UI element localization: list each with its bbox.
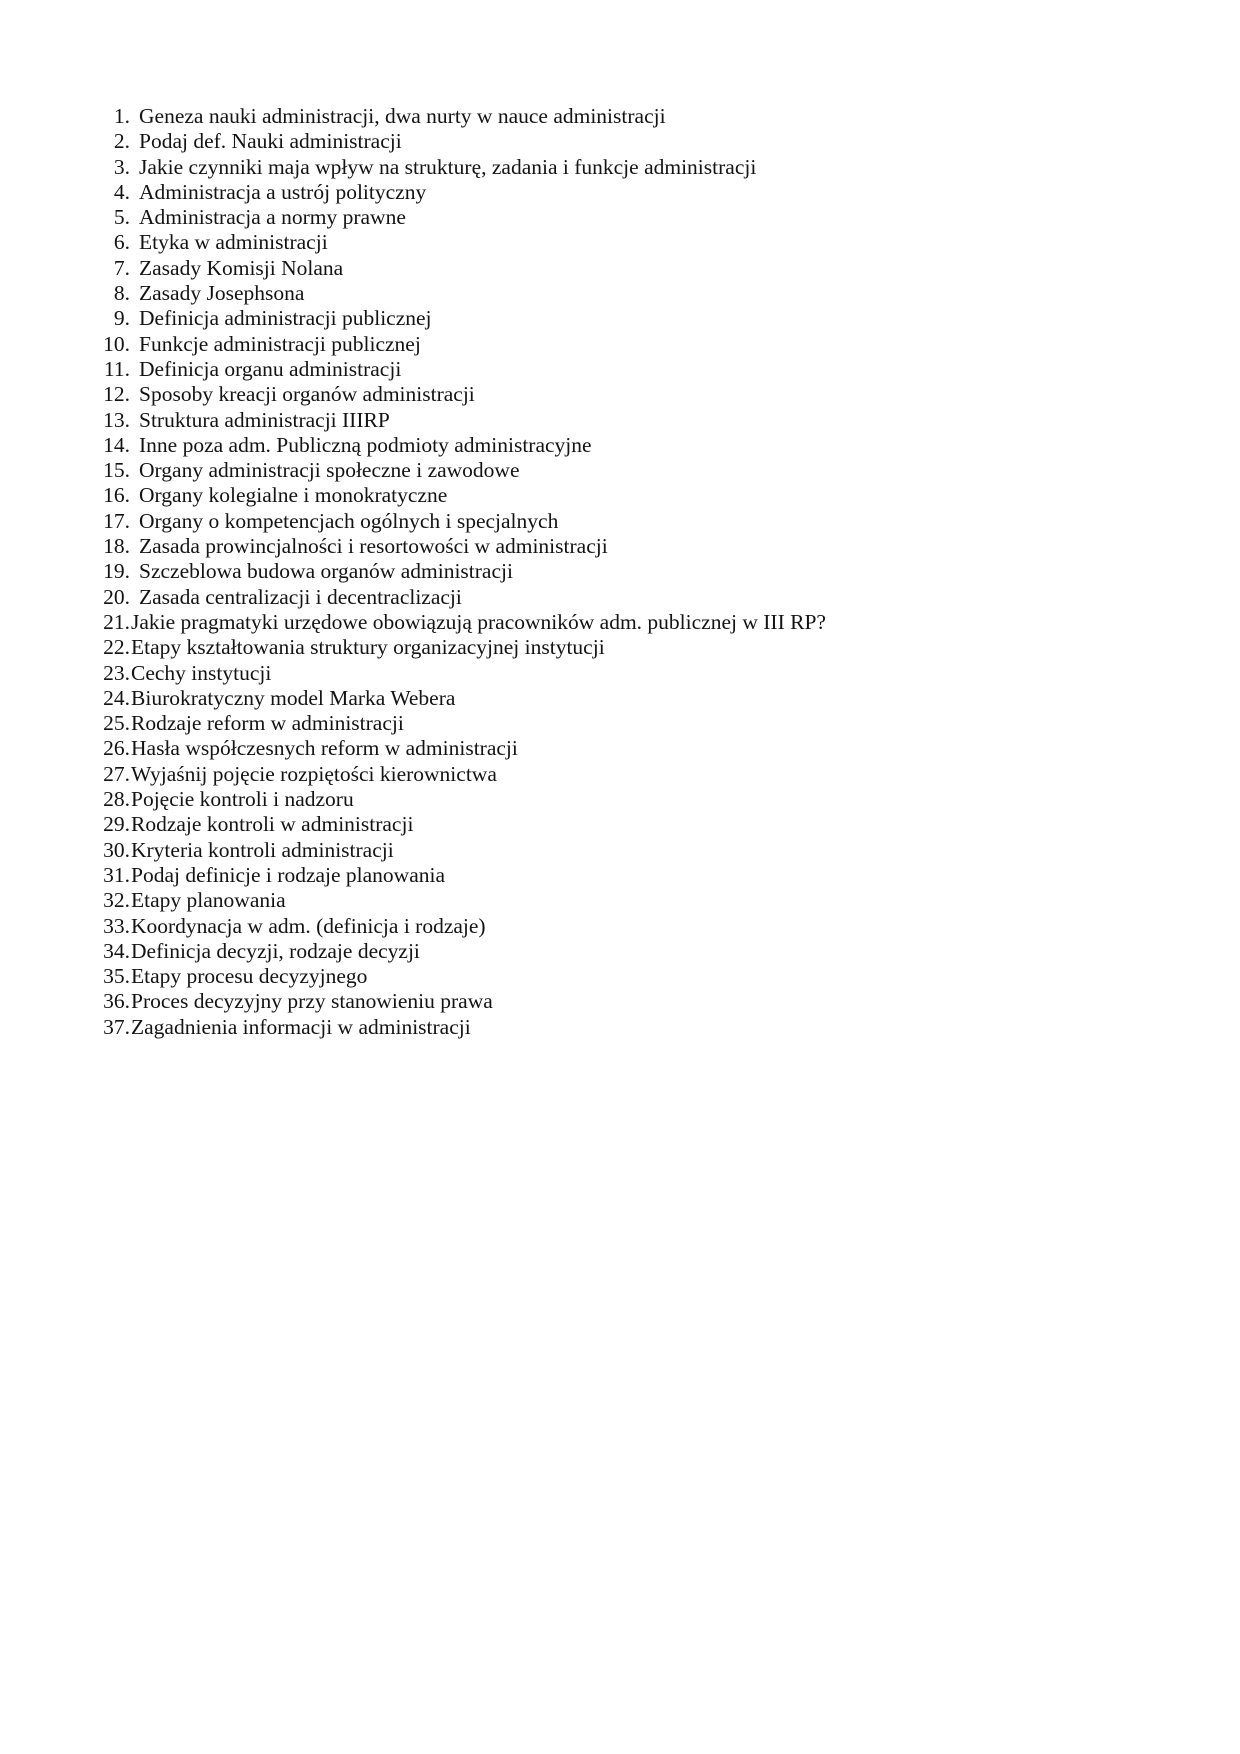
list-item	[98, 812, 1098, 837]
list-item	[98, 661, 1098, 686]
list-item	[98, 332, 1098, 357]
list-item	[98, 104, 1098, 129]
list-item	[98, 787, 1098, 812]
list-item-number: 18.	[103, 534, 130, 559]
list-item-text: Zasady Komisji Nolana	[139, 255, 344, 280]
list-item-number: 34.	[103, 938, 130, 963]
list-item-number: 35.	[103, 964, 130, 989]
list-item-number: 15.	[103, 458, 130, 483]
list-item-text: Kryteria kontroli administracji	[131, 837, 394, 862]
list-item-number: 25.	[103, 711, 130, 736]
list-item-number: 13.	[103, 407, 130, 432]
list-item-number: 22.	[103, 635, 130, 660]
list-item-number: 26.	[103, 736, 130, 761]
list-item-text: Pojęcie kontroli i nadzoru	[131, 787, 354, 812]
list-item-number: 27.	[103, 761, 130, 786]
list-item-number: 37.	[103, 1014, 130, 1039]
list-item-text: Organy kolegialne i monokratyczne	[139, 483, 448, 508]
list-item-text: Podaj definicje i rodzaje planowania	[131, 862, 446, 887]
list-item-number: 1.	[113, 104, 130, 128]
list-item-text: Struktura administracji IIIRP	[139, 407, 390, 432]
list-item-text: Sposoby kreacji organów administracji	[139, 382, 475, 407]
list-item-number: 23.	[103, 660, 130, 685]
list-item	[98, 686, 1098, 711]
list-item-text: Inne poza adm. Publiczną podmioty administracyjne	[139, 432, 592, 457]
list-item-number: 8.	[113, 281, 130, 306]
list-item-text: Jakie czynniki maja wpływ na strukturę, zadania i funkcje administracji	[139, 154, 757, 179]
list-item	[98, 585, 1098, 610]
list-item-number: 12.	[103, 382, 130, 407]
list-item-number: 3.	[113, 154, 130, 179]
list-item	[98, 914, 1098, 939]
list-item	[98, 863, 1098, 888]
list-item	[98, 989, 1098, 1014]
list-item	[98, 483, 1098, 508]
list-item-number: 29.	[103, 812, 130, 837]
list-item	[98, 433, 1098, 458]
list-item	[98, 180, 1098, 205]
list-item-text: Organy administracji społeczne i zawodowe	[139, 458, 520, 483]
list-item-number: 4.	[113, 179, 130, 204]
list-item	[98, 838, 1098, 863]
list-item	[98, 736, 1098, 761]
list-item-number: 31.	[103, 862, 130, 887]
list-item-number: 30.	[103, 837, 130, 862]
list-item-text: Definicja organu administracji	[139, 356, 402, 381]
list-item-number: 17.	[103, 508, 130, 533]
list-item-number: 19.	[103, 559, 130, 584]
list-item	[98, 939, 1098, 964]
list-item	[98, 256, 1098, 281]
list-item	[98, 509, 1098, 534]
list-item	[98, 129, 1098, 154]
list-item-text: Biurokratyczny model Marka Webera	[131, 685, 456, 710]
list-item-text: Szczeblowa budowa organów administracji	[139, 559, 513, 584]
list-item	[98, 888, 1098, 913]
list-item-text: Definicja administracji publicznej	[139, 306, 432, 331]
list-item-text: Zagadnienia informacji w administracji	[131, 1014, 471, 1039]
list-item-number: 36.	[103, 989, 130, 1014]
list-item-text: Rodzaje reform w administracji	[131, 711, 404, 736]
list-item-text: Administracja a ustrój polityczny	[139, 179, 427, 204]
list-item-text: Zasada prowincjalności i resortowości w administracji	[139, 534, 608, 559]
list-item	[98, 155, 1098, 180]
list-item	[98, 1015, 1098, 1040]
question-list	[98, 104, 1098, 1040]
list-item-text: Proces decyzyjny przy stanowieniu prawa	[131, 989, 493, 1014]
list-item	[98, 382, 1098, 407]
list-item-text: Hasła współczesnych reform w administracji	[131, 736, 518, 761]
list-item-number: 6.	[113, 230, 130, 255]
list-item-text: Organy o kompetencjach ogólnych i specjalnych	[139, 508, 559, 533]
list-item-text: Etapy procesu decyzyjnego	[131, 964, 368, 989]
list-item-number: 7.	[113, 255, 130, 280]
list-item	[98, 281, 1098, 306]
list-item-number: 5.	[113, 205, 130, 230]
list-item	[98, 458, 1098, 483]
list-item-number: 21.	[103, 609, 130, 634]
list-item-number: 33.	[103, 913, 130, 938]
list-item-number: 20.	[103, 584, 130, 609]
list-item-text: Administracja a normy prawne	[139, 205, 406, 230]
list-item-number: 10.	[103, 331, 130, 356]
list-item	[98, 559, 1098, 584]
list-item	[98, 306, 1098, 331]
list-item-number: 14.	[103, 432, 130, 457]
list-item-number: 16.	[103, 483, 130, 508]
list-item	[98, 964, 1098, 989]
list-item	[98, 711, 1098, 736]
list-item	[98, 230, 1098, 255]
list-item-text: Etapy planowania	[131, 888, 286, 913]
list-item	[98, 534, 1098, 559]
list-item-text: Geneza nauki administracji, dwa nurty w nauce administracji	[139, 104, 666, 128]
list-item-text: Koordynacja w adm. (definicja i rodzaje)	[131, 913, 486, 938]
list-item-number: 32.	[103, 888, 130, 913]
list-item-text: Definicja decyzji, rodzaje decyzji	[131, 938, 420, 963]
list-item-number: 28.	[103, 787, 130, 812]
list-item	[98, 205, 1098, 230]
list-item	[98, 408, 1098, 433]
list-item-number: 11.	[103, 356, 130, 381]
list-item	[98, 762, 1098, 787]
list-item	[98, 610, 1098, 635]
list-item-text: Cechy instytucji	[131, 660, 272, 685]
list-item-text: Rodzaje kontroli w administracji	[131, 812, 414, 837]
list-item-text: Podaj def. Nauki administracji	[139, 129, 402, 154]
list-item	[98, 357, 1098, 382]
list-item-number: 24.	[103, 685, 130, 710]
list-item-text: Jakie pragmatyki urzędowe obowiązują pracowników adm. publicznej w III RP?	[131, 609, 826, 634]
list-item-text: Zasada centralizacji i decentraclizacji	[139, 584, 462, 609]
document-body	[98, 104, 1098, 1040]
list-item	[98, 635, 1098, 660]
list-item-text: Etapy kształtowania struktury organizacyjnej instytucji	[131, 635, 605, 660]
list-item-text: Funkcje administracji publicznej	[139, 331, 421, 356]
list-item-text: Zasady Josephsona	[139, 281, 305, 306]
list-item-text: Etyka w administracji	[139, 230, 328, 255]
list-item-text: Wyjaśnij pojęcie rozpiętości kierownictwa	[131, 761, 497, 786]
list-item-number: 9.	[113, 306, 130, 331]
list-item-number: 2.	[113, 129, 130, 154]
